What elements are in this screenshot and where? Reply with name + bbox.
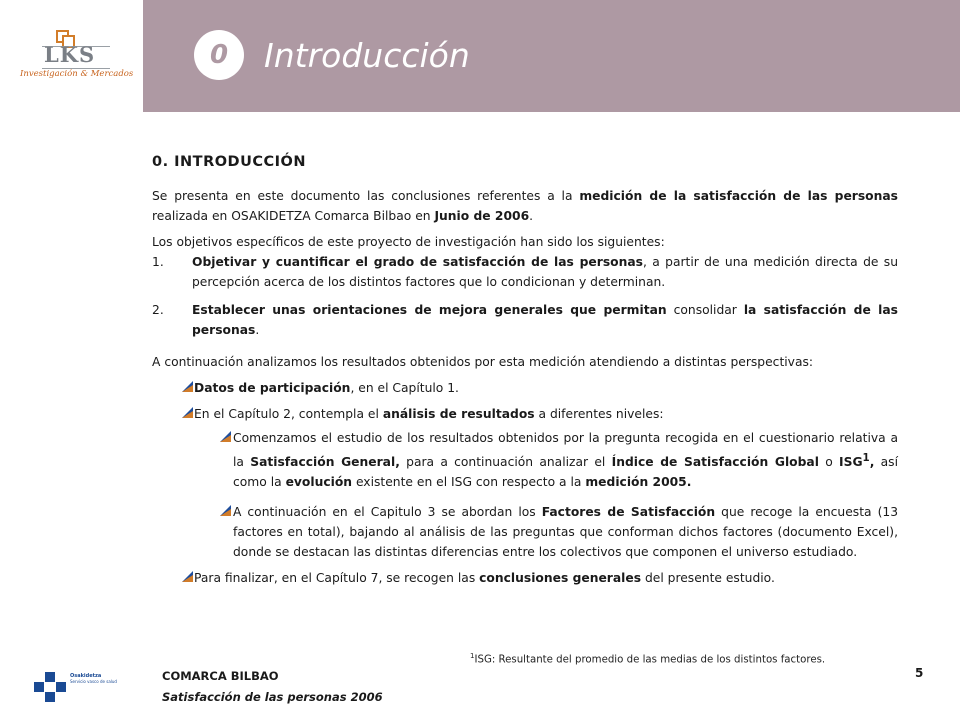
objective-item: 1. Objetivar y cuantificar el grado de satisfacción de las personas, a partir de una medición directa de su percepción acerca de los distintos factores que lo condicionan y determinan.	[152, 252, 898, 292]
bullet-item: Datos de participación, en el Capítulo 1.	[152, 378, 898, 398]
main-content	[152, 152, 898, 588]
arrow-bullet-icon	[220, 431, 231, 442]
objectives-list	[152, 252, 898, 340]
sub-bullet-item: A continuación en el Capitulo 3 se abordan los Factores de Satisfacción que recoge la encuesta (13 factores en total), bajando al análisis de las preguntas que conforman dichos factores (documento Excel), donde se destacan las distintas diferencias entre los colectivos que componen el universo estudiado.	[152, 502, 898, 562]
intro-paragraph: Se presenta en este documento las conclusiones referentes a la medición de la satisfacción de las personas realizada en OSAKIDETZA Comarca Bilbao en Junio de 2006.	[152, 189, 899, 223]
bullet-item: En el Capítulo 2, contempla el análisis de resultados a diferentes niveles:	[152, 404, 898, 424]
logo-tagline: Investigación & Mercados	[20, 69, 134, 79]
arrow-bullet-icon	[182, 571, 193, 582]
svg-text:Servicio vasco de salud: Servicio vasco de salud	[70, 679, 117, 684]
footer-organization: COMARCA BILBAO	[162, 669, 279, 683]
svg-text:Osakidetza: Osakidetza	[70, 673, 102, 679]
lks-logo	[18, 22, 134, 92]
logo-text: LKS	[44, 42, 96, 67]
section-heading: 0. INTRODUCCIÓN	[152, 154, 307, 170]
footnote: $^1$ISG: Resultante del promedio de las medias de los distintos factores.	[470, 652, 826, 666]
page-number: 5	[915, 666, 924, 680]
arrow-bullet-icon	[182, 407, 193, 418]
footer-text	[162, 666, 383, 708]
perspectives-intro: A continuación analizamos los resultados obtenidos por esta medición atendiendo a distintas perspectivas:	[152, 355, 814, 369]
arrow-bullet-icon	[182, 381, 193, 392]
arrow-bullet-icon	[220, 505, 231, 516]
objective-item: 2. Establecer unas orientaciones de mejora generales que permitan consolidar la satisfacción de las personas.	[152, 300, 898, 340]
section-number-badge	[194, 30, 244, 80]
bullet-item: Para finalizar, en el Capítulo 7, se recogen las conclusiones generales del presente estudio.	[152, 568, 898, 588]
sub-bullet-item: Comenzamos el estudio de los resultados obtenidos por la pregunta recogida en el cuestionario relativa a la Satisfacción General, para a continuación analizar el Índice de Satisfacción Global o ISG$^1$, así como la evolución existente en el ISG con respecto a la medición 2005.	[152, 428, 898, 492]
objectives-intro: Los objetivos específicos de este proyecto de investigación han sido los siguientes:	[152, 235, 665, 249]
page-title: Introducción	[264, 36, 470, 75]
objective-number: 2.	[152, 303, 164, 317]
objective-number: 1.	[152, 255, 164, 269]
footer-report-title: Satisfacción de las personas 2006	[162, 690, 383, 704]
osakidetza-logo-icon	[30, 668, 136, 708]
section-number: 0	[209, 40, 229, 70]
